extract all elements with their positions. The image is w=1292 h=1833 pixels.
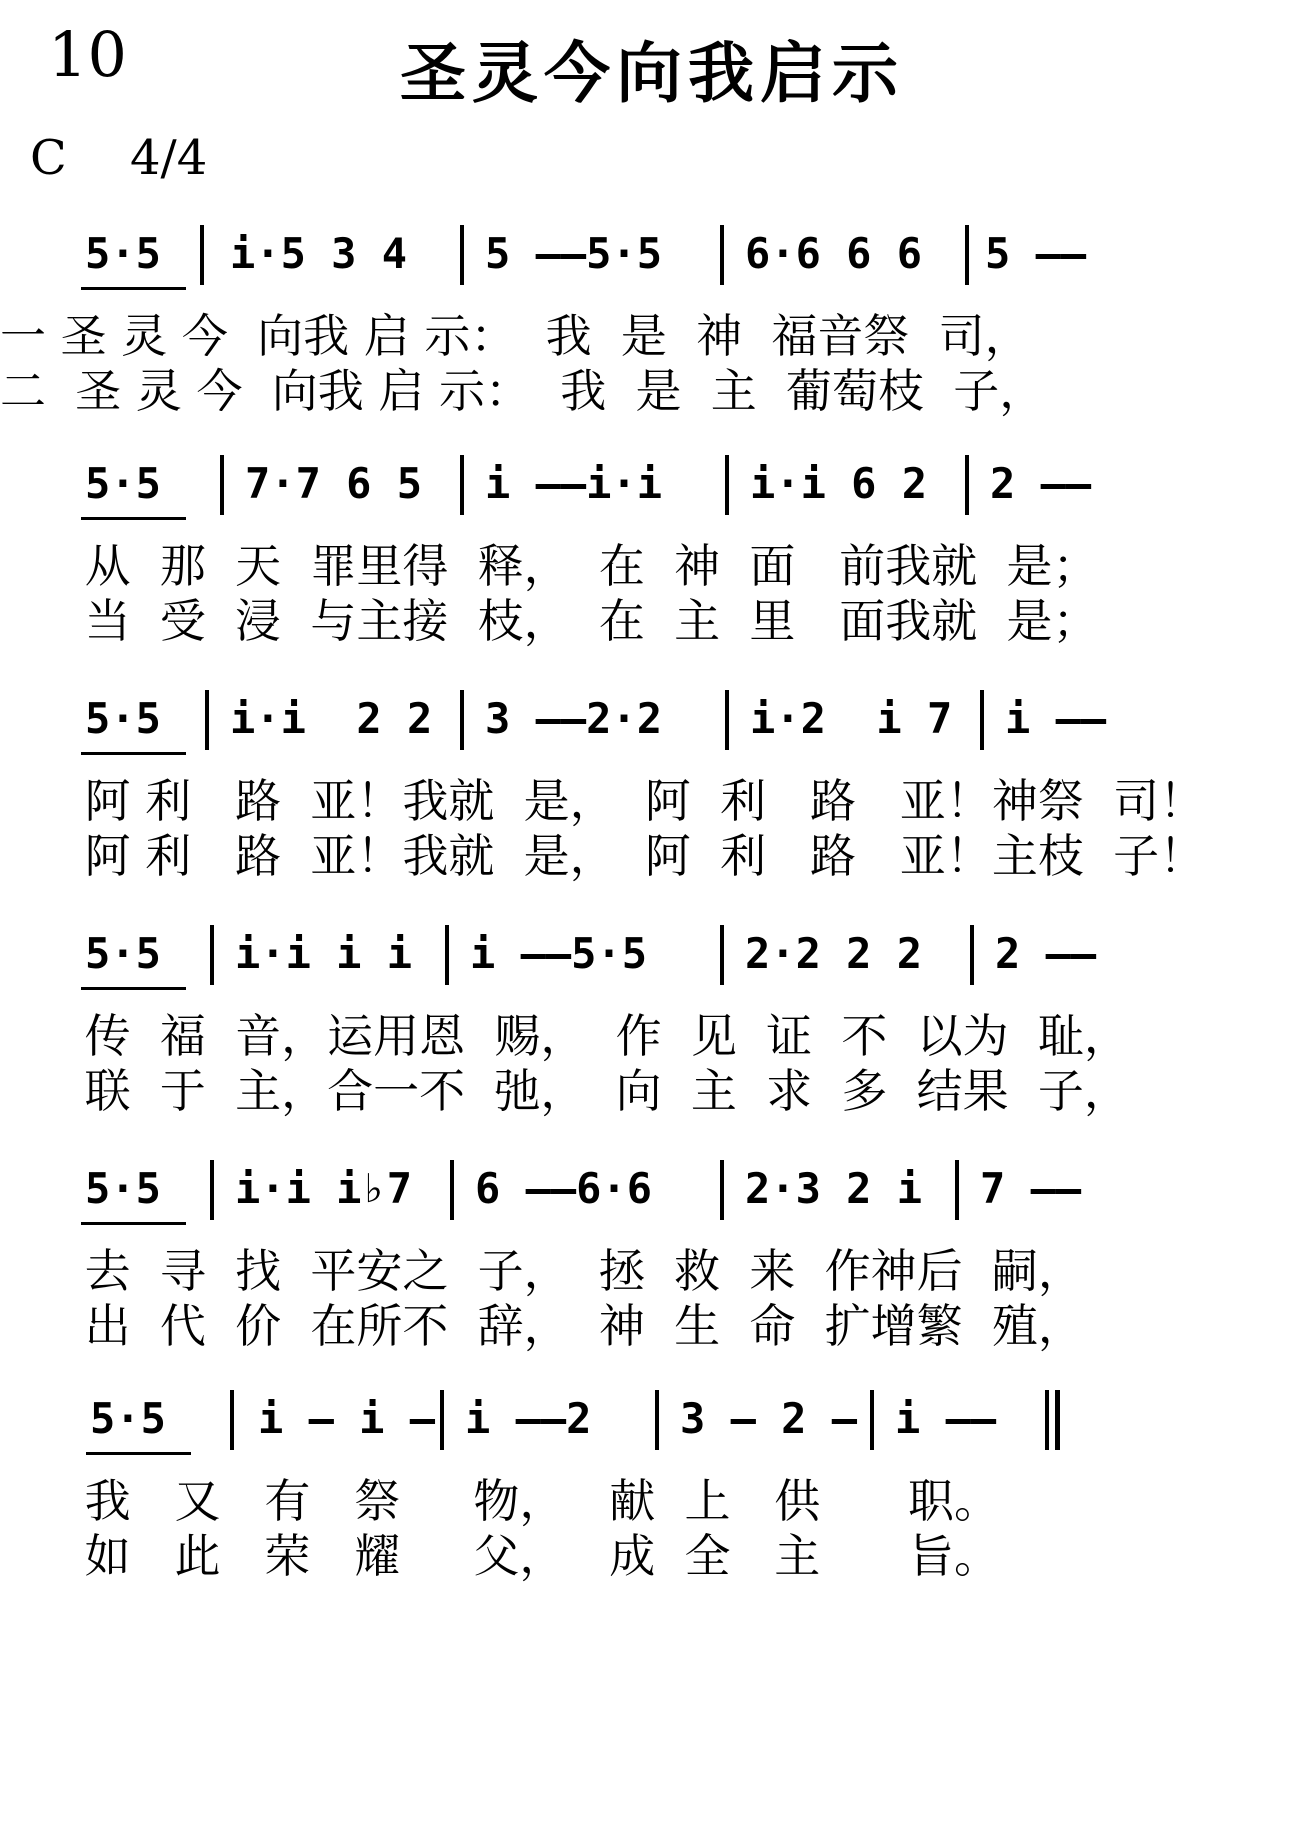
lyric-line-verse-1: 一 圣 灵 今 向我 启 示： 我 是 神 福音祭 司， bbox=[0, 309, 1031, 363]
barline bbox=[210, 925, 214, 985]
measure-notes: 5 ——5·5 bbox=[485, 229, 663, 278]
measure-notes: 2 —— bbox=[990, 459, 1092, 508]
barline bbox=[440, 1390, 444, 1450]
hymn-title: 圣灵今向我启示 bbox=[400, 35, 904, 112]
barline bbox=[725, 455, 729, 515]
measure-notes: 5·5 bbox=[85, 694, 161, 743]
measure-notes: i ——5·5 bbox=[470, 929, 648, 978]
beam-underline bbox=[86, 1452, 191, 1455]
lyric-line-verse-2: 出 代 价 在所不 辞， 神 生 命 扩增繁 殖， bbox=[70, 1299, 1084, 1353]
barline bbox=[720, 1160, 724, 1220]
measure-notes: 7·7 6 5 bbox=[245, 459, 423, 508]
barline bbox=[205, 690, 209, 750]
barline bbox=[965, 225, 969, 285]
measure-notes: i·5 3 4 bbox=[230, 229, 408, 278]
barline bbox=[970, 925, 974, 985]
measure-notes: i —— bbox=[895, 1394, 997, 1443]
measure-notes: 5·5 bbox=[90, 1394, 166, 1443]
beam-underline bbox=[81, 287, 186, 290]
lyric-line-verse-2: 如 此 荣 耀 父， 成 全 主 旨。 bbox=[70, 1529, 1001, 1583]
measure-notes: 3 – 2 – bbox=[680, 1394, 858, 1443]
measure-notes: 5 —— bbox=[985, 229, 1087, 278]
barline bbox=[460, 455, 464, 515]
measure-notes: i – i – bbox=[258, 1394, 436, 1443]
lyric-line-verse-1: 传 福 音，运用恩 赐， 作 见 证 不 以为 耻， bbox=[70, 1009, 1130, 1063]
score-system bbox=[0, 225, 1292, 425]
beam-underline bbox=[81, 1222, 186, 1225]
score-system bbox=[0, 690, 1292, 890]
key-signature: C bbox=[30, 130, 67, 186]
measure-notes: i·i 6 2 bbox=[750, 459, 928, 508]
final-barline-thick bbox=[1055, 1390, 1060, 1450]
barline bbox=[460, 225, 464, 285]
hymn-number: 10 bbox=[48, 18, 127, 91]
barline bbox=[450, 1160, 454, 1220]
measure-notes: 5·5 bbox=[85, 929, 161, 978]
measure-notes: 2 —— bbox=[995, 929, 1097, 978]
barline bbox=[720, 225, 724, 285]
score-system bbox=[0, 1160, 1292, 1360]
measure-notes: 2·3 2 i bbox=[745, 1164, 923, 1213]
barline bbox=[200, 225, 204, 285]
measure-notes: 5·5 bbox=[85, 1164, 161, 1213]
barline bbox=[460, 690, 464, 750]
measure-notes: 6 ——6·6 bbox=[475, 1164, 653, 1213]
beam-underline bbox=[81, 987, 186, 990]
measure-notes: i·2 i 7 bbox=[750, 694, 953, 743]
final-barline bbox=[1045, 1390, 1049, 1450]
measure-notes: i —— bbox=[1005, 694, 1107, 743]
barline bbox=[870, 1390, 874, 1450]
measure-notes: 2·2 2 2 bbox=[745, 929, 923, 978]
measure-notes: 5·5 bbox=[85, 229, 161, 278]
barline bbox=[955, 1160, 959, 1220]
barline bbox=[720, 925, 724, 985]
barline bbox=[655, 1390, 659, 1450]
barline bbox=[965, 455, 969, 515]
score-system bbox=[0, 1390, 1292, 1590]
measure-notes: 7 —— bbox=[980, 1164, 1082, 1213]
measure-notes: 3 ——2·2 bbox=[485, 694, 663, 743]
measure-notes: i·i 2 2 bbox=[230, 694, 433, 743]
lyric-line-verse-2: 阿 利 路 亚！我就 是， 阿 利 路 亚！主枝 子！ bbox=[70, 829, 1206, 883]
lyric-line-verse-1: 我 又 有 祭 物， 献 上 供 职。 bbox=[70, 1474, 1001, 1528]
measure-notes: 6·6 6 6 bbox=[745, 229, 923, 278]
lyric-line-verse-2: 当 受 浸 与主接 枝， 在 主 里 面我就 是； bbox=[70, 594, 1099, 648]
barline bbox=[220, 455, 224, 515]
measure-notes: i ——i·i bbox=[485, 459, 663, 508]
score-system bbox=[0, 455, 1292, 655]
lyric-line-verse-2: 二 圣 灵 今 向我 启 示： 我 是 主 葡萄枝 子， bbox=[0, 364, 1046, 418]
barline bbox=[725, 690, 729, 750]
measure-notes: 5·5 bbox=[85, 459, 161, 508]
beam-underline bbox=[81, 752, 186, 755]
lyric-line-verse-1: 阿 利 路 亚！我就 是， 阿 利 路 亚！神祭 司！ bbox=[70, 774, 1206, 828]
measure-notes: i·i i♭7 bbox=[235, 1164, 413, 1213]
measure-notes: i ——2 bbox=[465, 1394, 592, 1443]
measure-notes: i·i i i bbox=[235, 929, 413, 978]
barline bbox=[230, 1390, 234, 1450]
barline bbox=[980, 690, 984, 750]
lyric-line-verse-1: 从 那 天 罪里得 释， 在 神 面 前我就 是； bbox=[70, 539, 1099, 593]
barline bbox=[445, 925, 449, 985]
barline bbox=[210, 1160, 214, 1220]
score-system bbox=[0, 925, 1292, 1125]
lyric-line-verse-1: 去 寻 找 平安之 子， 拯 救 来 作神后 嗣， bbox=[70, 1244, 1084, 1298]
lyric-line-verse-2: 联 于 主，合一不 弛， 向 主 求 多 结果 子， bbox=[70, 1064, 1130, 1118]
beam-underline bbox=[81, 517, 186, 520]
time-signature: 4/4 bbox=[130, 130, 208, 186]
